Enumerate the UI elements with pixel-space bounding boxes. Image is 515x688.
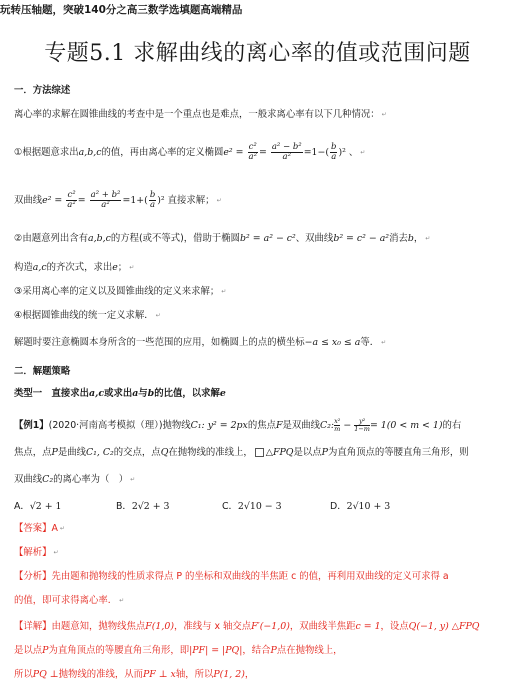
xiangjie-line-2 [14, 644, 342, 657]
ellipse-e2: e² = [223, 147, 244, 158]
fenxi-line-2: 的值，即可求得离心率． ↵ [14, 595, 125, 606]
method-1b-text: 双曲线 [14, 195, 43, 206]
parabola-c1: C₁: y² = 2px [190, 420, 248, 431]
option-d-label: D． [330, 501, 347, 512]
method-2-text5: ， [413, 233, 424, 244]
frac-y2-1m: $\frac{\text{y²}}{1-m}$ [354, 417, 370, 433]
note-text: 解题时要注意椭圆本身所含的一些范围的应用，如椭圆上的点的横坐标 [14, 337, 305, 348]
frac-b-a: $\frac{b}{a}$ [331, 142, 337, 162]
method-3-text: ③采用离心率的定义以及圆锥曲线的定义来求解； [14, 286, 220, 297]
xj3-pf: PF ⊥ x [142, 669, 176, 680]
type-1-vars: a,c [89, 388, 105, 399]
section-heading-strategy: 二．解题策略 [14, 366, 71, 377]
example-label: 【例1】 [14, 420, 49, 431]
frac-x2-m: $\frac{\text{x²}}{m}$ [334, 417, 341, 433]
option-b-value: 2√2 + 3 [131, 501, 170, 512]
example-var-f: F [275, 420, 283, 431]
type-1-heading [14, 387, 226, 400]
option-d[interactable] [330, 498, 390, 512]
xj-q: Q(−1, y) [408, 621, 449, 632]
xj3-p: P(1, 2) [213, 669, 245, 680]
analysis-text: 【解析】 [14, 547, 52, 558]
type-1-text-b: 或求出 [104, 388, 133, 399]
xj-b: ，准线与 x 轴交点 [174, 621, 252, 632]
method-1-tail: 、 [348, 147, 359, 158]
example-source: (2020·河南高考模拟（理）)抛物线 [48, 420, 191, 431]
xj2-b: 为直角顶点的等腰直角三角形，即 [48, 645, 190, 656]
example-l2-q: Q [160, 447, 169, 458]
example-text-2: 是双曲线 [282, 420, 320, 431]
example-l2-f: 为直角顶点的等腰直角三角形，则 [327, 447, 469, 458]
example-l2-e: 是以点 [293, 447, 322, 458]
example-l2-c: 的交点，点 [113, 447, 161, 458]
frac-a2plusb2: $\frac{\text{a² + b²}}{\text{a²}}$ [90, 190, 121, 210]
method-2-line: ②由题意列出含有a,b,c的方程(或不等式)，借助于椭圆b² = a² − c²、双曲线b² = c² − a²消去b， ↵ [14, 233, 431, 244]
example-text-3: 的右 [442, 420, 462, 431]
method-3-line: ③采用离心率的定义以及圆锥曲线的定义来求解； ↵ [14, 286, 227, 297]
xj-c: ，双曲线半焦距 [289, 621, 356, 632]
example-1-line-3: 双曲线C₂的离心率为（ ） ↵ [14, 474, 136, 485]
ellipse-b2-eq: b² = a² − c² [240, 233, 296, 244]
xj2-a: 是以点 [14, 645, 43, 656]
frac-c2-a2: $\frac{\text{c²}}{\text{a²}}$ [248, 142, 257, 162]
fenxi-line-1: 【分析】先由题和抛物线的性质求得点 P 的坐标和双曲线的半焦距 c 的值，再利用双曲线的定义可求得 a [14, 571, 449, 582]
xj-f: F(1,0) [145, 621, 174, 632]
note-inequality: −a ≤ x₀ ≤ a [304, 337, 361, 348]
hyperbola-c2-label: C₂: [320, 420, 335, 431]
xj-f2: F′(−1,0) [251, 621, 290, 632]
example-l2-fpq: △FPQ [265, 447, 294, 458]
xj2-p: P [42, 645, 49, 656]
method-2-text2: 的方程(或不等式)，借助于椭圆 [110, 233, 241, 244]
method-2b-text2: 的齐次式，求出 [46, 262, 113, 273]
xiangjie-line-3 [14, 668, 254, 681]
answer-text: 【答案】A [14, 523, 58, 534]
type-1-text-a: 类型一 直接求出 [14, 388, 90, 399]
xj-d: ，设点 [380, 621, 409, 632]
analysis-line: 【解析】 ↵ [14, 547, 59, 558]
xj3-b: 抛物线的准线，从而 [58, 669, 143, 680]
type-1-var-b: b [147, 388, 155, 399]
xj-a: 【详解】由题意知，抛物线焦点 [14, 621, 146, 632]
example-l3-c2: C₂ [42, 474, 54, 485]
frac-c2-a2-b: $\frac{\text{c²}}{\text{a²}}$ [67, 190, 76, 210]
intro-paragraph: 离心率的求解在圆锥曲线的考查中是一个重点也是难点，一般求离心率有以下几种情况： ↵ [14, 109, 387, 120]
method-4-text: ④根据圆锥曲线的统一定义求解． [14, 310, 154, 321]
option-c[interactable] [222, 498, 282, 512]
fenxi-text-2: 的值，即可求得离心率． [14, 595, 118, 606]
type-1-text-c: 与 [138, 388, 148, 399]
example-l2-b: 是曲线 [57, 447, 86, 458]
option-a[interactable] [14, 498, 62, 512]
example-l2-p2: P [321, 447, 328, 458]
xj-tri: △FPQ [451, 621, 480, 632]
example-l2-d: 在抛物线的准线上， [168, 447, 253, 458]
xj3-c: 轴，所以 [175, 669, 214, 680]
frac-b-a-2: $\frac{b}{a}$ [149, 190, 156, 210]
example-l2-a: 焦点，点 [14, 447, 52, 458]
method-2b-var-e: e [112, 262, 118, 273]
method-1-text2: 的值，再由离心率的定义椭圆 [101, 147, 224, 158]
xj2-c: ，结合 [242, 645, 271, 656]
answer-line: 【答案】A ↵ [14, 523, 65, 534]
xj3-d: ， [244, 669, 255, 680]
method-1-text: ①根据题意求出 [14, 147, 79, 158]
frac-a2-b2: $\frac{\text{a² − b²}}{\text{a²}}$ [271, 142, 302, 162]
example-l2-c1c2: C₁, C₂ [85, 447, 114, 458]
xj-c1: c = 1 [355, 621, 381, 632]
intro-text: 离心率的求解在圆锥曲线的考查中是一个重点也是难点，一般求离心率有以下几种情况： [14, 109, 380, 120]
top-banner: 玩转压轴题，突破140分之高三数学选填题高端精品 [0, 4, 243, 16]
option-a-value: √2 + 1 [29, 501, 62, 512]
method-2b-text: 构造 [14, 262, 33, 273]
hyperbola-c2-rhs: = 1(0 < m < 1) [369, 420, 443, 431]
example-l2-p: P [51, 447, 58, 458]
example-l3-a: 双曲线 [14, 474, 43, 485]
checkbox-glyph-icon [255, 448, 264, 457]
page-title: 专题5.1 求解曲线的离心率的值或范围问题 [44, 41, 471, 66]
type-1-text-d: 的比值，以求解 [154, 388, 220, 399]
section-heading-methods: 一．方法综述 [14, 85, 71, 96]
note-line: 解题时要注意椭圆本身所含的一些范围的应用，如椭圆上的点的横坐标−a ≤ x₀ ≤ a等． ↵ [14, 337, 387, 348]
option-c-label: C． [222, 501, 238, 512]
option-d-value: 2√10 + 3 [346, 501, 391, 512]
example-1-line-1: 【例1】(2020·河南高考模拟（理）)抛物线C₁: y² = 2px的焦点F是双曲线C₂: $\frac{\text{x²}}{m}$ − $\frac{\text{y²}}{1-m}= 1(0 < m < 1)$的右 [14, 417, 462, 433]
method-4-line: ④根据圆锥曲线的统一定义求解． ↵ [14, 310, 161, 321]
method-2-vars: a,b,c [88, 233, 111, 244]
example-1-line-2 [14, 446, 469, 459]
option-c-value: 2√10 − 3 [237, 501, 282, 512]
method-2-var-b: b [407, 233, 414, 244]
xiangjie-line-1 [14, 620, 479, 633]
type-1-var-e: e [219, 388, 226, 399]
hyperbola-e2: e² = [42, 195, 63, 206]
method-1-line: ①根据题意求出a,b,c的值，再由离心率的定义椭圆e² = $\frac{\text{c²}}{\text{a²}}$ = $\frac{\text{a² − b²}}{\text{a²}}$ =1−( $\frac{b}{a}$ )² 、 ↵ [14, 142, 366, 162]
example-text-1: 的焦点 [247, 420, 276, 431]
method-1b-tail: 直接求解； [167, 195, 215, 206]
method-2b-text3: ； [117, 262, 128, 273]
type-1-var-a: a [132, 388, 139, 399]
hyperbola-b2-eq: b² = c² − a² [333, 233, 390, 244]
option-b-label: B． [116, 501, 132, 512]
xj2-eq: |PF| = |PQ| [189, 645, 243, 656]
method-2-text4: 消去 [389, 233, 408, 244]
xj3-pq: PQ ⊥ [32, 669, 59, 680]
method-1-vars: a,b,c [78, 147, 102, 158]
option-b[interactable] [116, 498, 170, 512]
method-2-text: ②由题意列出含有 [14, 233, 89, 244]
xj2-d: 点在抛物线上， [276, 645, 343, 656]
option-a-label: A． [14, 501, 30, 512]
method-2b-vars: a,c [32, 262, 47, 273]
xj3-a: 所以 [14, 669, 33, 680]
method-2-text3: 、双曲线 [295, 233, 334, 244]
note-tail: 等． [360, 337, 380, 348]
xj2-p2: P [270, 645, 277, 656]
example-l3-b: 的离心率为（ ） [53, 474, 129, 485]
method-1b-line: 双曲线e² = $\frac{\text{c²}}{\text{a²}}$ = $\frac{\text{a² + b²}}{\text{a²}}$ =1+( $\frac{b}{a}$ )² 直接求解； ↵ [14, 190, 222, 210]
method-2b-line: 构造a,c的齐次式，求出e； ↵ [14, 262, 135, 273]
